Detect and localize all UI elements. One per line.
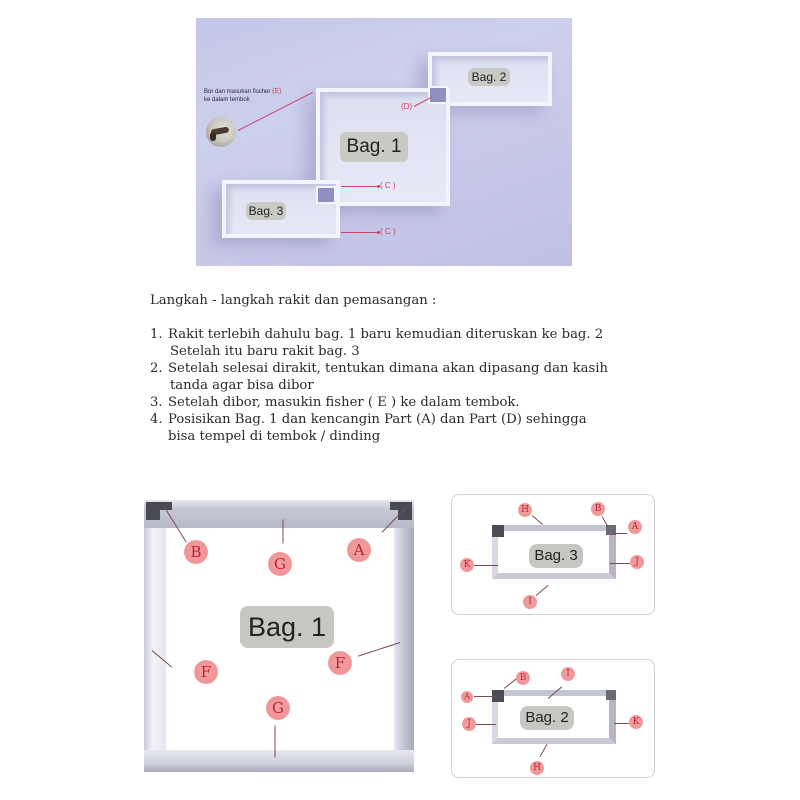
- part-label-a: A: [461, 691, 473, 703]
- step-text-cont: tanda agar bisa dibor: [170, 378, 314, 393]
- part-label-f-left: F: [194, 660, 218, 684]
- note-line-1: Bor dan masukan fischer: [204, 89, 271, 95]
- step-text-cont: bisa tempel di tembok / dinding: [168, 429, 381, 444]
- part-label-b: B: [591, 502, 605, 516]
- arrow-k: [614, 723, 630, 724]
- part-label-a: A: [628, 520, 642, 534]
- panel-g-top: [144, 500, 414, 528]
- arrow-h: [532, 515, 543, 525]
- step-text: Setelah dibor, masukin fisher ( E ) ke dalam tembok.: [168, 395, 520, 410]
- bag-3-diagram: [451, 494, 655, 615]
- step-text: Rakit terlebih dahulu bag. 1 baru kemudian diteruskan ke bag. 2: [168, 327, 604, 342]
- bag-2-label: Bag. 2: [520, 706, 574, 730]
- part-label-j: J: [630, 555, 644, 569]
- callout-d: (D): [401, 102, 413, 111]
- part-label-i: I: [523, 595, 537, 609]
- arrow-i: [536, 585, 549, 596]
- callout-c-top: ( C ): [380, 181, 396, 190]
- assembly-instructions: [150, 292, 630, 445]
- part-label-h: H: [518, 503, 532, 517]
- arrow-g-bottom: [275, 726, 276, 758]
- fischer-anchor-photo: [206, 117, 236, 147]
- bag-1-diagram: [144, 500, 414, 772]
- arrow-a: [612, 533, 627, 534]
- bag-3-label: Bag. 3: [529, 544, 583, 568]
- part-label-j: J: [462, 717, 476, 731]
- arrow-h: [540, 744, 548, 757]
- arrow-k: [474, 565, 498, 566]
- callout-c-bottom: ( C ): [380, 227, 396, 236]
- bracket-b-left: [492, 525, 504, 537]
- part-label-b: B: [516, 671, 530, 685]
- part-label-h: H: [530, 761, 544, 775]
- step-text: Posisikan Bag. 1 dan kencangin Part (A) dan Part (D) sehingga: [168, 412, 587, 427]
- shelf-label-bag-1: Bag. 1: [340, 132, 408, 162]
- step-number: 2.: [150, 361, 163, 376]
- instructions-heading: Langkah - langkah rakit dan pemasangan :: [150, 293, 437, 308]
- bag-1-label: Bag. 1: [240, 606, 334, 648]
- arrow-j: [474, 724, 496, 725]
- arrow-a: [474, 696, 494, 697]
- part-label-g-bottom: G: [266, 696, 290, 720]
- part-label-k: K: [460, 558, 474, 572]
- part-label-k: K: [629, 715, 643, 729]
- part-label-g-top: G: [268, 552, 292, 576]
- connector-c: [316, 186, 336, 204]
- bag-2-diagram: [451, 659, 655, 778]
- step-number: 3.: [150, 395, 163, 410]
- shelf-installation-photo: [196, 18, 572, 266]
- instruction-step-2: [150, 360, 630, 394]
- shelf-label-bag-3: Bag. 3: [246, 202, 286, 220]
- connector-d: [428, 86, 448, 104]
- bracket-right: [606, 690, 616, 700]
- panel-g-bottom: [144, 750, 414, 772]
- part-label-f-right: F: [328, 651, 352, 675]
- callout-c-top-line: [341, 186, 379, 187]
- instruction-step-4: [150, 411, 630, 445]
- panel-f-left: [144, 500, 166, 772]
- note-marker-e: (E): [272, 88, 282, 95]
- part-label-i: I: [561, 667, 575, 681]
- part-label-a: A: [347, 538, 371, 562]
- instruction-step-3: [150, 394, 630, 411]
- step-text-cont: Setelah itu baru rakit bag. 3: [170, 344, 360, 359]
- step-number: 1.: [150, 327, 163, 342]
- arrow-g-top: [283, 520, 284, 544]
- callout-c-bottom-line: [341, 232, 379, 233]
- panel-f-right: [394, 500, 414, 772]
- step-number: 4.: [150, 412, 163, 427]
- shelf-label-bag-2: Bag. 2: [468, 68, 510, 86]
- arrow-j: [610, 563, 630, 564]
- fischer-note: [204, 88, 281, 104]
- part-label-b: B: [184, 540, 208, 564]
- step-text: Setelah selesai dirakit, tentukan dimana akan dipasang dan kasih: [168, 361, 609, 376]
- instruction-step-1: [150, 326, 630, 360]
- bracket-b-top: [146, 502, 172, 510]
- bracket-a-top: [390, 502, 412, 510]
- note-line-2: ke dalam tembok: [204, 97, 250, 103]
